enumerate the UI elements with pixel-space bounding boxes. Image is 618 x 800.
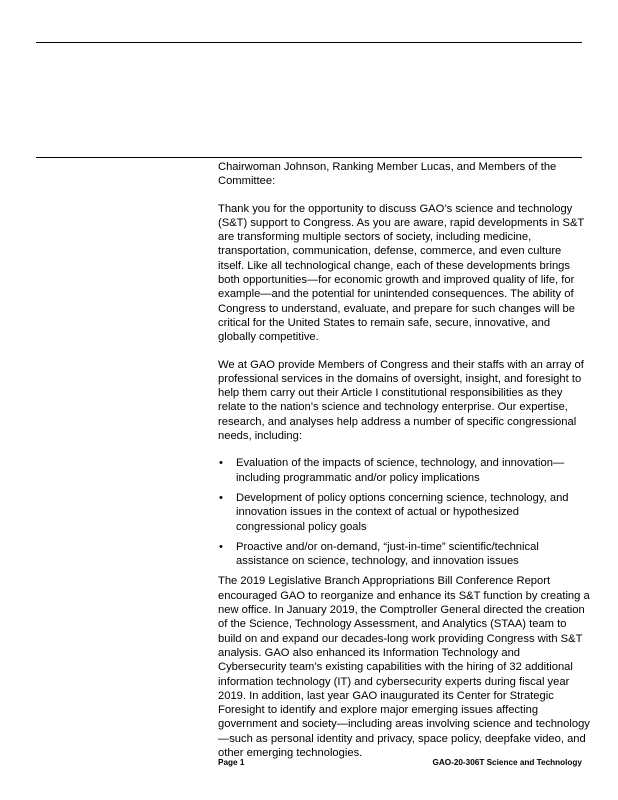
section-rule	[36, 157, 582, 158]
list-item	[218, 456, 590, 485]
list-item-text: Development of policy options concerning science, technology, and innovation issues in the context of actual or hypothesized congressional policy goals	[236, 491, 569, 533]
header-rule	[36, 42, 582, 43]
intro-paragraph: Thank you for the opportunity to discuss GAO’s science and technology (S&T) support to Congress. As you are aware, rapid developments in S&T are transforming multiple sectors of society, including medicine, transportation, communication, defense, commerce, and even culture itself. Like all technological change, each of these developments brings both opportunities—for economic growth and improved quality of life, for example—and the potential for unintended consequences. The ability of Congress to understand, evaluate, and prepare for such changes will be critical for the United States to remain safe, secure, innovative, and globally competitive.	[218, 202, 585, 344]
document-body	[218, 160, 590, 773]
needs-list	[218, 456, 590, 568]
bullet-icon: •	[219, 540, 223, 553]
list-item	[218, 540, 590, 569]
closing-paragraph: The 2019 Legislative Branch Appropriations Bill Conference Report encouraged GAO to reorganize and enhance its S&T function by creating a new office. In January 2019, the Comptroller General directed the creation of the Science, Technology Assessment, and Analytics (STAA) team to build on and expand our decades-long work providing Congress with S&T analysis. GAO also enhanced its Information Technology and Cybersecurity team’s existing capabilities with the hiring of 32 additional information technology (IT) and cybersecurity experts during fiscal year 2019. In addition, last year GAO inaugurated its Center for Strategic Foresight to identify and explore major emerging issues affecting government and society—including areas involving science and technology—such as personal identity and privacy, space policy, deepfake video, and other emerging technologies.	[218, 575, 590, 759]
bullet-icon: •	[219, 491, 223, 504]
report-id: GAO-20-306T Science and Technology	[432, 758, 582, 767]
salutation: Chairwoman Johnson, Ranking Member Lucas, and Members of the Committee:	[218, 161, 557, 188]
bullet-icon: •	[219, 457, 223, 470]
list-item-text: Proactive and/or on-demand, “just-in-time” scientific/technical assistance on science, technology, and innovation issues	[236, 540, 539, 568]
page-number: Page 1	[218, 758, 245, 767]
list-item	[218, 491, 590, 534]
services-paragraph: We at GAO provide Members of Congress and their staffs with an array of professional services in the domains of oversight, insight, and foresight to help them carry out their Article I constitutional responsibilities as they relate to the nation’s science and technology enterprise. Our expertise, research, and analyses help address a number of specific congressional needs, including:	[218, 358, 584, 443]
list-item-text: Evaluation of the impacts of science, technology, and innovation—including programmatic and/or policy implications	[236, 457, 565, 484]
